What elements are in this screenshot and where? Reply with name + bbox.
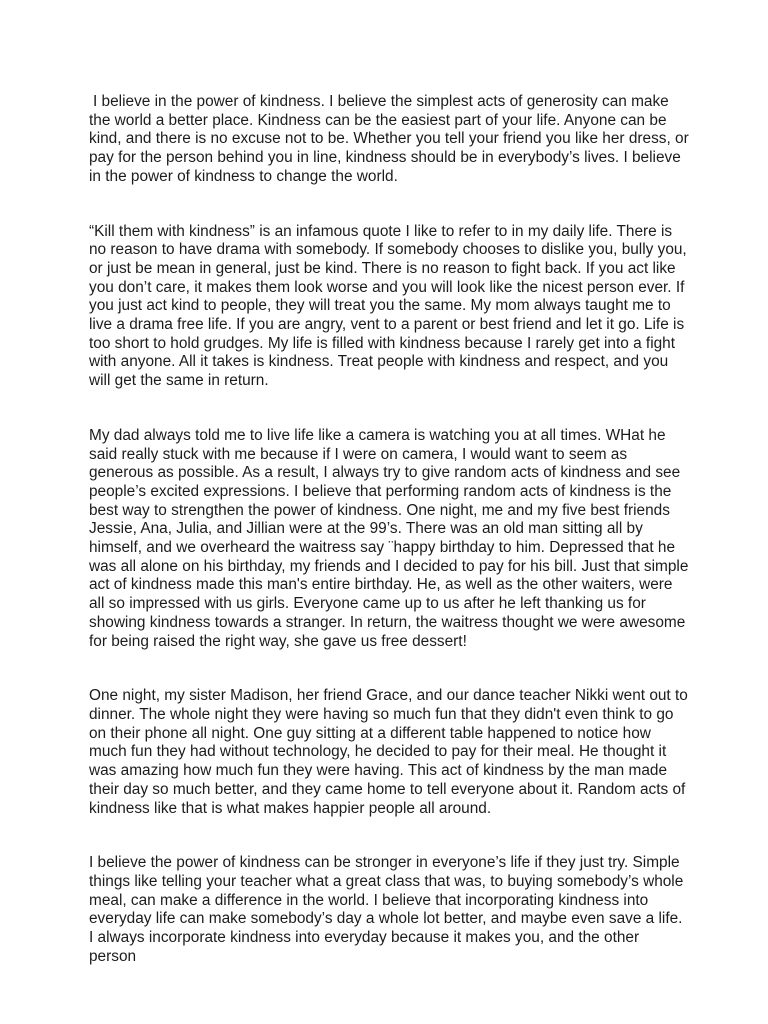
paragraph-camera-story: My dad always told me to live life like a camera is watching you at all times. WHat he said really stuck with me because if I were on camera, I would want to seem as generous as possible. As a result, I always try to give random acts of kindness and see people’s excited expressions. I believe that performing random acts of kindness is the best way to strengthen the power of kindness. One night, me and my five best friends Jessie, Ana, Julia, and Jillian were at the 99’s. There was an old man sitting all by himself, and we overheard the waitress say ¨happy birthday to him. Depressed that he was all alone on his birthday, my friends and I decided to pay for his bill. Just that simple act of kindness made this man's entire birthday. He, as well as the other waiters, were all so impressed with us girls. Everyone came up to us after he left thanking us for showing kindness towards a stranger. In return, the waitress thought we were awesome for being raised the right way, she gave us free dessert! (89, 426, 689, 650)
essay-body (89, 93, 689, 1002)
paragraph-dinner-story: One night, my sister Madison, her friend Grace, and our dance teacher Nikki went out to dinner. The whole night they were having so much fun that they didn't even think to go on their phone all night. One guy sitting at a different table happened to notice how much fun they had without technology, he decided to pay for their meal. He thought it was amazing how much fun they were having. This act of kindness by the man made their day so much better, and they came home to tell everyone about it. Random acts of kindness like that is what makes happier people all around. (89, 687, 688, 817)
paragraph-intro: I believe in the power of kindness. I believe the simplest acts of generosity can make the world a better place. Kindness can be the easiest part of your life. Anyone can be kind, and there is no excuse not to be. Whether you tell your friend you like her dress, or pay for the person behind you in line, kindness should be in everybody’s lives. I believe in the power of kindness to change the world. (89, 93, 689, 185)
paragraph-conclusion: I believe the power of kindness can be stronger in everyone’s life if they just try. Simple things like telling your teacher what a great class that was, to buying somebody’s whole meal, can make a difference in the world. I believe that incorporating kindness into everyday life can make somebody’s day a whole lot better, and maybe even save a life. I always incorporate kindness into everyday because it makes you, and the other person (89, 854, 684, 965)
paragraph-kill-them-with-kindness: “Kill them with kindness” is an infamous quote I like to refer to in my daily life. There is no reason to have drama with somebody. If somebody chooses to dislike you, bully you, or just be mean in general, just be kind. There is no reason to fight back. If you act like you don’t care, it makes them look worse and you will look like the nicest person ever. If you just act kind to people, they will treat you the same. My mom always taught me to live a drama free life. If you are angry, vent to a parent or best friend and let it go. Life is too short to hold grudges. My life is filled with kindness because I rarely get into a fight with anyone. All it takes is kindness. Treat people with kindness and respect, and you will get the same in return. (89, 222, 687, 390)
